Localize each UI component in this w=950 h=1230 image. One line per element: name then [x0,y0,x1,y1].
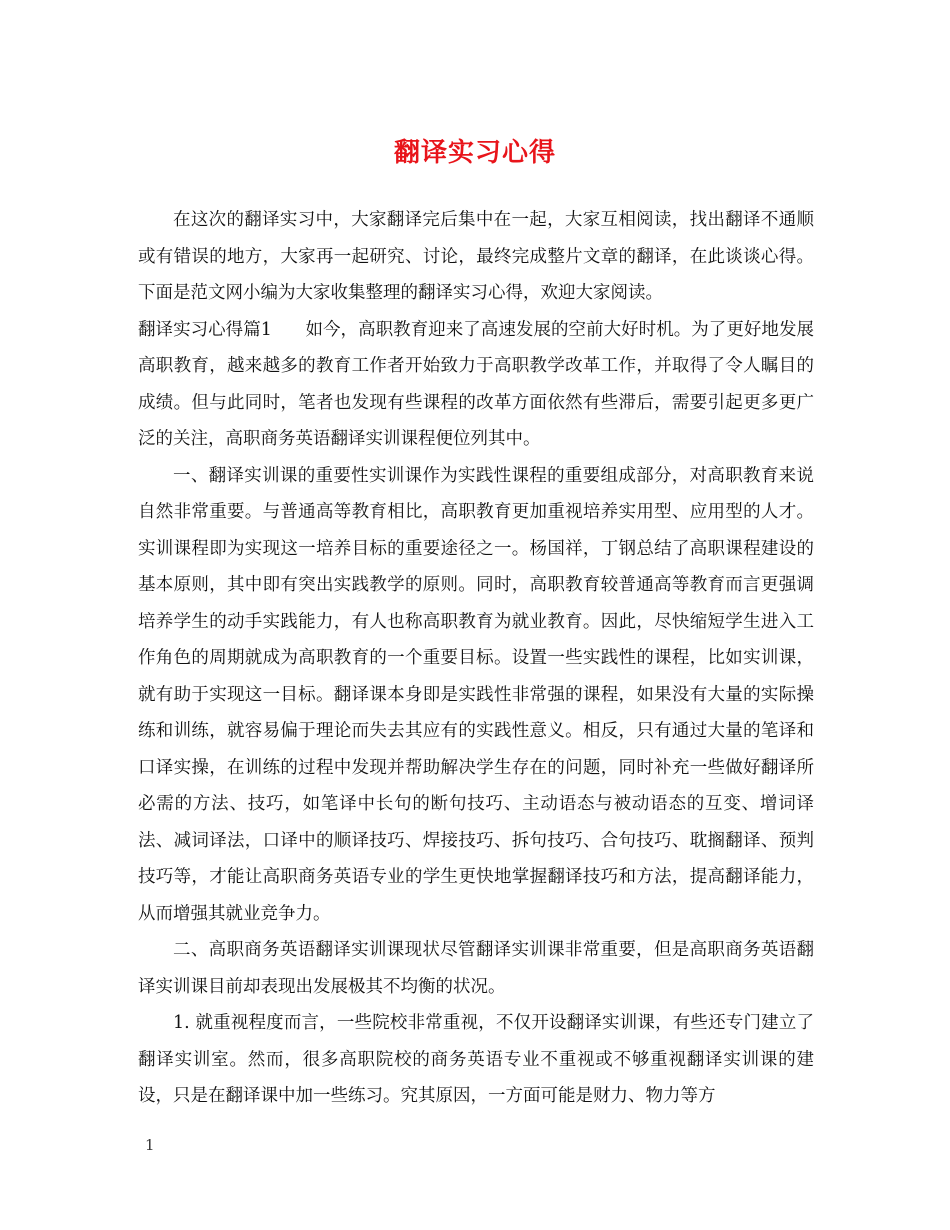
section-paragraph [138,312,814,458]
document-title: 翻译实习心得 [393,138,556,168]
page-number: 1 [145,1136,155,1154]
document-body [138,202,814,1115]
section-label: 翻译实习心得篇1 [138,319,272,340]
paragraph-emphasis: 1. 就重视程度而言，一些院校非常重视，不仅开设翻译实训课，有些还专门建立了翻译实训室。然而，很多高职院校的商务英语专业不重视或不够重视翻译实训课的建设，只是在翻译课中加一些练习。究其原因，一方面可能是财力、物力等方 [138,1013,814,1106]
paragraph-importance: 一、翻译实训课的重要性实训课作为实践性课程的重要组成部分，对高职教育来说自然非常重要。与普通高等教育相比，高职教育更加重视培养实用型、应用型的人才。实训课程即为实现这一培养目标的重要途径之一。杨国祥，丁钢总结了高职课程建设的基本原则，其中即有突出实践教学的原则。同时，高职教育较普通高等教育而言更强调培养学生的动手实践能力，有人也称高职教育为就业教育。因此，尽快缩短学生进入工作角色的周期就成为高职教育的一个重要目标。设置一些实践性的课程，比如实训课，就有助于实现这一目标。翻译课本身即是实践性非常强的课程，如果没有大量的实际操练和训练，就容易偏于理论而失去其应有的实践性意义。相反，只有通过大量的笔译和口译实操，在训练的过程中发现并帮助解决学生存在的问题，同时补充一些做好翻译所必需的方法、技巧，如笔译中长句的断句技巧、主动语态与被动语态的互变、增词译法、减词译法，口译中的顺译技巧、焊接技巧、拆句技巧、合句技巧、耽搁翻译、预判技巧等，才能让高职商务英语专业的学生更快地掌握翻译技巧和方法，提高翻译能力，从而增强其就业竞争力。 [138,465,814,924]
paragraph-status: 二、高职商务英语翻译实训课现状尽管翻译实训课非常重要，但是高职商务英语翻译实训课目前却表现出发展极其不均衡的状况。 [138,940,814,997]
section-text: 如今，高职教育迎来了高速发展的空前大好时机。为了更好地发展高职教育，越来越多的教育工作者开始致力于高职教学改革工作，并取得了令人瞩目的成绩。但与此同时，笔者也发现有些课程的改革方面依然有些滞后，需要引起更多更广泛的关注，高职商务英语翻译实训课程便位列其中。 [138,319,814,449]
intro-paragraph: 在这次的翻译实习中，大家翻译完后集中在一起，大家互相阅读，找出翻译不通顺或有错误的地方，大家再一起研究、讨论，最终完成整片文章的翻译，在此谈谈心得。下面是范文网小编为大家收集整理的翻译实习心得，欢迎大家阅读。 [138,210,814,303]
